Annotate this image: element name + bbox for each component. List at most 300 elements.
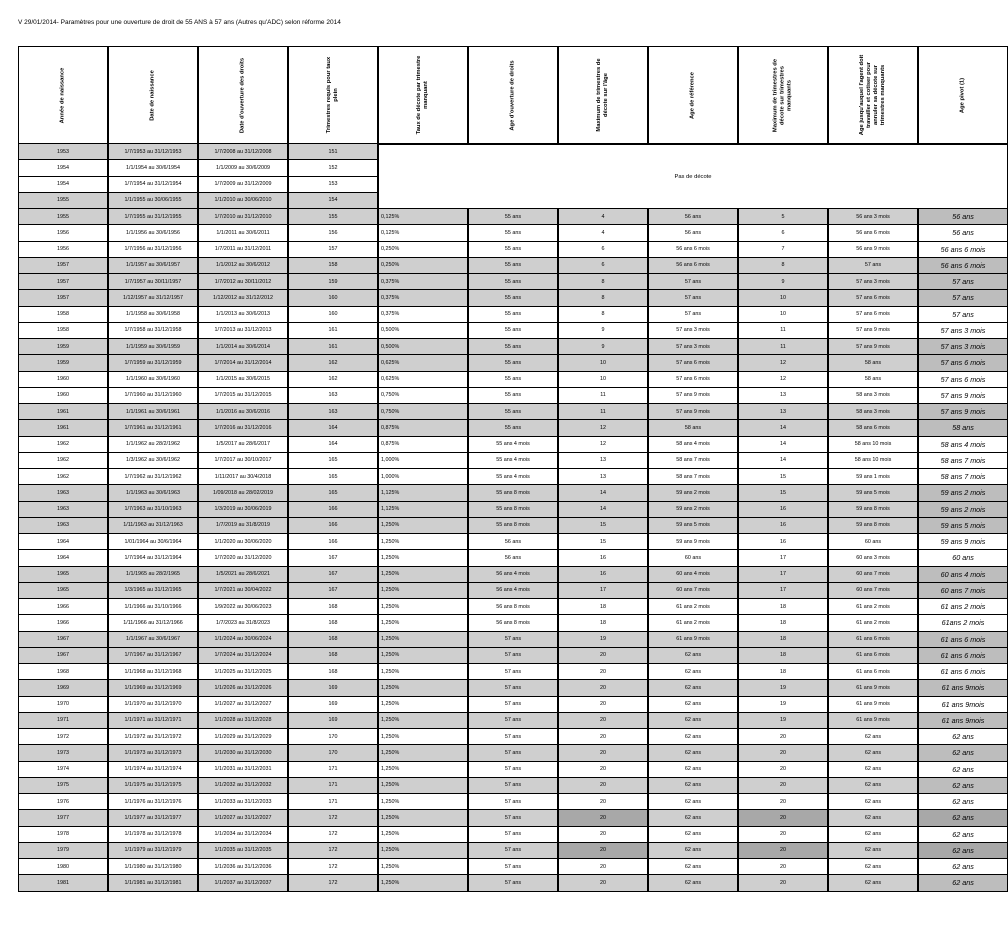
max-decote-quarters-cell: 20 [738,827,828,843]
max-decote-age-cell: 15 [558,518,648,534]
no-decote-cell: Pas de décote [378,144,1008,209]
opening-date-cell: 1/1/2028 au 31/12/2028 [198,713,288,729]
header-pivot-age: Age pivot (1) [918,46,1008,144]
opening-date-cell: 1/5/2021 au 28/6/2021 [198,567,288,583]
decote-rate-cell: 1,250% [378,567,468,583]
birth-year-cell: 1973 [18,745,108,761]
max-decote-age-cell: 20 [558,859,648,875]
decote-rate-cell: 0,625% [378,372,468,388]
pivot-age-cell: 58 ans [918,420,1008,436]
age-cancel-decote-cell: 61 ans 9 mois [828,697,918,713]
pivot-age-cell: 62 ans [918,794,1008,810]
reference-age-cell: 62 ans [648,713,738,729]
decote-rate-cell: 1,250% [378,550,468,566]
opening-date-cell: 1/1/2033 au 31/12/2033 [198,794,288,810]
table-row [18,307,1008,323]
reference-age-cell: 62 ans [648,778,738,794]
birth-date-cell: 1/1/1981 au 31/12/1981 [108,875,198,891]
table-row [18,745,1008,761]
pivot-age-cell: 60 ans 7 mois [918,583,1008,599]
decote-rate-cell: 0,500% [378,323,468,339]
max-decote-age-cell: 8 [558,307,648,323]
pivot-age-cell: 62 ans [918,729,1008,745]
pivot-age-cell: 62 ans [918,875,1008,891]
reference-age-cell: 62 ans [648,843,738,859]
max-decote-age-cell: 4 [558,225,648,241]
table-row [18,209,1008,225]
birth-date-cell: 1/3/1962 au 30/6/1962 [108,453,198,469]
pivot-age-cell: 61 ans 6 mois [918,648,1008,664]
pivot-age-cell: 61 ans 2 mois [918,599,1008,615]
pivot-age-cell: 58 ans 4 mois [918,437,1008,453]
max-decote-age-cell: 20 [558,729,648,745]
reference-age-cell: 59 ans 2 mois [648,485,738,501]
age-cancel-decote-cell: 59 ans 1 mois [828,469,918,485]
age-cancel-decote-cell: 58 ans 10 mois [828,453,918,469]
decote-rate-cell: 1,250% [378,729,468,745]
birth-year-cell: 1981 [18,875,108,891]
reference-age-cell: 62 ans [648,859,738,875]
table-row [18,437,1008,453]
birth-date-cell: 1/1/1959 au 30/6/1959 [108,339,198,355]
pivot-age-cell: 57 ans 6 mois [918,372,1008,388]
birth-year-cell: 1960 [18,388,108,404]
max-decote-age-cell: 20 [558,713,648,729]
age-cancel-decote-cell: 57 ans 6 mois [828,290,918,306]
decote-rate-cell: 0,250% [378,258,468,274]
max-decote-age-cell: 20 [558,680,648,696]
decote-rate-cell: 1,250% [378,534,468,550]
age-cancel-decote-cell: 62 ans [828,778,918,794]
age-cancel-decote-cell: 56 ans 6 mois [828,225,918,241]
age-cancel-decote-cell: 61 ans 6 mois [828,632,918,648]
header-age-cancel-decote: Age jusqu'auquel l'agent doit travailler et cotiser pour annuler sa décote sur trimestres manquants [828,46,918,144]
required-quarters-cell: 166 [288,518,378,534]
opening-date-cell: 1/3/2019 au 30/06/2019 [198,502,288,518]
opening-date-cell: 1/7/2016 au 31/12/2016 [198,420,288,436]
decote-rate-cell: 1,250% [378,615,468,631]
table-row [18,258,1008,274]
header-opening-age: Age d'ouverture de droits [468,46,558,144]
opening-age-cell: 55 ans [468,339,558,355]
max-decote-quarters-cell: 17 [738,583,828,599]
birth-date-cell: 1/7/1963 au 31/10/1963 [108,502,198,518]
reference-age-cell: 58 ans 7 mois [648,469,738,485]
birth-date-cell: 1/1/1955 au 30/06/1955 [108,193,198,209]
pivot-age-cell: 59 ans 5 mois [918,518,1008,534]
table-row [18,388,1008,404]
age-cancel-decote-cell: 60 ans [828,534,918,550]
max-decote-quarters-cell: 18 [738,648,828,664]
pivot-age-cell: 57 ans 3 mois [918,339,1008,355]
pivot-age-cell: 60 ans [918,550,1008,566]
age-cancel-decote-cell: 61 ans 2 mois [828,615,918,631]
max-decote-age-cell: 12 [558,437,648,453]
opening-age-cell: 55 ans [468,209,558,225]
birth-year-cell: 1955 [18,209,108,225]
opening-age-cell: 55 ans 4 mois [468,437,558,453]
decote-rate-cell: 0,250% [378,242,468,258]
required-quarters-cell: 171 [288,794,378,810]
opening-age-cell: 57 ans [468,810,558,826]
max-decote-age-cell: 11 [558,388,648,404]
opening-date-cell: 1/7/2017 au 30/10/2017 [198,453,288,469]
decote-rate-cell: 1,000% [378,453,468,469]
opening-date-cell: 1/1/2011 au 30/6/2011 [198,225,288,241]
max-decote-quarters-cell: 13 [738,404,828,420]
reference-age-cell: 57 ans [648,274,738,290]
age-cancel-decote-cell: 60 ans 7 mois [828,583,918,599]
birth-year-cell: 1959 [18,355,108,371]
birth-date-cell: 1/7/1961 au 31/12/1961 [108,420,198,436]
max-decote-age-cell: 16 [558,567,648,583]
opening-age-cell: 57 ans [468,680,558,696]
opening-date-cell: 1/7/2021 au 30/04/2022 [198,583,288,599]
birth-date-cell: 1/7/1964 au 31/12/1964 [108,550,198,566]
required-quarters-cell: 167 [288,567,378,583]
reference-age-cell: 58 ans 7 mois [648,453,738,469]
birth-year-cell: 1976 [18,794,108,810]
reference-age-cell: 56 ans 6 mois [648,242,738,258]
max-decote-quarters-cell: 20 [738,778,828,794]
reference-age-cell: 60 ans 7 mois [648,583,738,599]
birth-year-cell: 1968 [18,664,108,680]
required-quarters-cell: 157 [288,242,378,258]
birth-date-cell: 1/1/1966 au 31/10/1966 [108,599,198,615]
max-decote-quarters-cell: 10 [738,290,828,306]
birth-date-cell: 1/1/1973 au 31/12/1973 [108,745,198,761]
birth-year-cell: 1953 [18,144,108,160]
age-cancel-decote-cell: 61 ans 9 mois [828,713,918,729]
opening-age-cell: 56 ans 4 mois [468,567,558,583]
table-row [18,469,1008,485]
max-decote-age-cell: 20 [558,875,648,891]
opening-age-cell: 56 ans 8 mois [468,599,558,615]
birth-date-cell: 1/1/1969 au 31/12/1969 [108,680,198,696]
max-decote-quarters-cell: 9 [738,274,828,290]
birth-year-cell: 1977 [18,810,108,826]
required-quarters-cell: 156 [288,225,378,241]
max-decote-age-cell: 10 [558,372,648,388]
opening-age-cell: 57 ans [468,827,558,843]
required-quarters-cell: 168 [288,648,378,664]
age-cancel-decote-cell: 59 ans 8 mois [828,502,918,518]
max-decote-age-cell: 9 [558,323,648,339]
reference-age-cell: 60 ans [648,550,738,566]
opening-age-cell: 55 ans 8 mois [468,518,558,534]
birth-year-cell: 1963 [18,518,108,534]
required-quarters-cell: 161 [288,339,378,355]
required-quarters-cell: 158 [288,258,378,274]
table-row [18,632,1008,648]
birth-year-cell: 1959 [18,339,108,355]
pivot-age-cell: 56 ans [918,209,1008,225]
birth-date-cell: 1/7/1959 au 31/12/1959 [108,355,198,371]
opening-date-cell: 1/1/2014 au 30/6/2014 [198,339,288,355]
birth-date-cell: 1/7/1962 au 31/12/1962 [108,469,198,485]
pivot-age-cell: 61 ans 9mois [918,680,1008,696]
header-birth-date: Date de naissance [108,46,198,144]
max-decote-quarters-cell: 12 [738,355,828,371]
max-decote-age-cell: 10 [558,355,648,371]
opening-age-cell: 56 ans 4 mois [468,583,558,599]
reference-age-cell: 57 ans [648,307,738,323]
max-decote-age-cell: 20 [558,843,648,859]
decote-rate-cell: 1,250% [378,843,468,859]
opening-age-cell: 57 ans [468,713,558,729]
max-decote-quarters-cell: 18 [738,615,828,631]
max-decote-age-cell: 18 [558,599,648,615]
table-row [18,339,1008,355]
max-decote-age-cell: 20 [558,827,648,843]
opening-date-cell: 1/7/2013 au 31/12/2013 [198,323,288,339]
opening-age-cell: 57 ans [468,745,558,761]
opening-age-cell: 57 ans [468,859,558,875]
birth-year-cell: 1961 [18,404,108,420]
birth-year-cell: 1972 [18,729,108,745]
max-decote-age-cell: 19 [558,632,648,648]
opening-date-cell: 1/1/2027 au 31/12/2027 [198,810,288,826]
pivot-age-cell: 56 ans 6 mois [918,242,1008,258]
pivot-age-cell: 57 ans 3 mois [918,323,1008,339]
decote-rate-cell: 1,250% [378,680,468,696]
birth-date-cell: 1/3/1965 au 31/12/1965 [108,583,198,599]
birth-year-cell: 1971 [18,713,108,729]
pivot-age-cell: 62 ans [918,762,1008,778]
header-reference-age: Age de référence [648,46,738,144]
birth-date-cell: 1/1/1967 au 30/6/1967 [108,632,198,648]
birth-date-cell: 1/7/1960 au 31/12/1960 [108,388,198,404]
pivot-age-cell: 61 ans 6 mois [918,664,1008,680]
table-row [18,664,1008,680]
age-cancel-decote-cell: 62 ans [828,843,918,859]
reference-age-cell: 58 ans 4 mois [648,437,738,453]
reference-age-cell: 62 ans [648,697,738,713]
required-quarters-cell: 168 [288,599,378,615]
age-cancel-decote-cell: 62 ans [828,810,918,826]
birth-year-cell: 1966 [18,599,108,615]
birth-date-cell: 1/7/1955 au 31/12/1955 [108,209,198,225]
max-decote-quarters-cell: 13 [738,388,828,404]
pivot-age-cell: 60 ans 4 mois [918,567,1008,583]
birth-year-cell: 1978 [18,827,108,843]
max-decote-quarters-cell: 11 [738,339,828,355]
opening-age-cell: 57 ans [468,729,558,745]
header-decote-rate: Taux de décote par trimestre manquant [378,46,468,144]
birth-year-cell: 1967 [18,648,108,664]
max-decote-quarters-cell: 5 [738,209,828,225]
birth-date-cell: 1/1/1962 au 28/2/1962 [108,437,198,453]
header-max-decote-age: Maximum de trimestres de décote sur l'âge [558,46,648,144]
max-decote-quarters-cell: 15 [738,469,828,485]
max-decote-quarters-cell: 20 [738,859,828,875]
pivot-age-cell: 59 ans 9 mois [918,534,1008,550]
decote-rate-cell: 1,250% [378,648,468,664]
pivot-age-cell: 62 ans [918,778,1008,794]
table-row [18,550,1008,566]
age-cancel-decote-cell: 58 ans 6 mois [828,420,918,436]
opening-age-cell: 55 ans [468,242,558,258]
opening-date-cell: 1/9/2022 au 30/06/2023 [198,599,288,615]
birth-date-cell: 1/1/1961 au 30/6/1961 [108,404,198,420]
max-decote-age-cell: 8 [558,274,648,290]
table-row [18,242,1008,258]
birth-year-cell: 1956 [18,242,108,258]
required-quarters-cell: 165 [288,453,378,469]
birth-date-cell: 1/1/1977 au 31/12/1977 [108,810,198,826]
required-quarters-cell: 167 [288,550,378,566]
birth-date-cell: 1/1/1958 au 30/6/1958 [108,307,198,323]
required-quarters-cell: 162 [288,372,378,388]
opening-age-cell: 55 ans [468,404,558,420]
pivot-age-cell: 59 ans 2 mois [918,502,1008,518]
birth-date-cell: 1/7/1958 au 31/12/1958 [108,323,198,339]
age-cancel-decote-cell: 61 ans 9 mois [828,680,918,696]
birth-year-cell: 1966 [18,615,108,631]
age-cancel-decote-cell: 57 ans 9 mois [828,339,918,355]
required-quarters-cell: 160 [288,290,378,306]
max-decote-age-cell: 12 [558,420,648,436]
opening-date-cell: 1/7/2015 au 31/12/2015 [198,388,288,404]
max-decote-quarters-cell: 16 [738,518,828,534]
decote-rate-cell: 1,125% [378,502,468,518]
age-cancel-decote-cell: 62 ans [828,745,918,761]
pivot-age-cell: 61 ans 9mois [918,697,1008,713]
birth-year-cell: 1957 [18,290,108,306]
max-decote-age-cell: 8 [558,290,648,306]
reference-age-cell: 61 ans 2 mois [648,615,738,631]
birth-year-cell: 1974 [18,762,108,778]
opening-date-cell: 1/7/2019 au 31/8/2019 [198,518,288,534]
table-row [18,502,1008,518]
required-quarters-cell: 154 [288,193,378,209]
birth-year-cell: 1962 [18,453,108,469]
opening-age-cell: 57 ans [468,648,558,664]
reference-age-cell: 60 ans 4 mois [648,567,738,583]
birth-date-cell: 1/1/1956 au 30/6/1956 [108,225,198,241]
age-cancel-decote-cell: 57 ans 6 mois [828,307,918,323]
pivot-age-cell: 59 ans 2 mois [918,485,1008,501]
age-cancel-decote-cell: 61 ans 6 mois [828,648,918,664]
max-decote-quarters-cell: 17 [738,567,828,583]
decote-rate-cell: 1,250% [378,745,468,761]
birth-date-cell: 1/1/1965 au 28/2/1965 [108,567,198,583]
opening-date-cell: 1/1/2026 au 31/12/2026 [198,680,288,696]
birth-date-cell: 1/1/1979 au 31/12/1979 [108,843,198,859]
decote-rate-cell: 0,500% [378,339,468,355]
age-cancel-decote-cell: 57 ans 3 mois [828,274,918,290]
document-title: V 29/01/2014- Paramètres pour une ouverture de droit de 55 ANS à 57 ans (Autres qu'ADC) selon réforme 2014 [18,19,341,26]
opening-date-cell: 1/7/2010 au 31/12/2010 [198,209,288,225]
birth-year-cell: 1969 [18,680,108,696]
decote-rate-cell: 0,875% [378,437,468,453]
max-decote-quarters-cell: 18 [738,599,828,615]
opening-age-cell: 55 ans [468,420,558,436]
decote-rate-cell: 1,250% [378,810,468,826]
required-quarters-cell: 172 [288,859,378,875]
birth-date-cell: 1/7/1953 au 31/12/1953 [108,144,198,160]
max-decote-quarters-cell: 19 [738,713,828,729]
birth-date-cell: 1/1/1972 au 31/12/1972 [108,729,198,745]
opening-age-cell: 55 ans 8 mois [468,485,558,501]
age-cancel-decote-cell: 56 ans 9 mois [828,242,918,258]
max-decote-quarters-cell: 20 [738,745,828,761]
header-required-quarters: Trimestres requis pour taux plein [288,46,378,144]
birth-year-cell: 1963 [18,485,108,501]
max-decote-age-cell: 17 [558,583,648,599]
birth-date-cell: 1/1/1975 au 31/12/1975 [108,778,198,794]
reference-age-cell: 62 ans [648,875,738,891]
opening-date-cell: 1/1/2020 au 30/06/2020 [198,534,288,550]
age-cancel-decote-cell: 62 ans [828,729,918,745]
required-quarters-cell: 153 [288,177,378,193]
max-decote-quarters-cell: 16 [738,534,828,550]
decote-rate-cell: 1,250% [378,583,468,599]
reference-age-cell: 62 ans [648,762,738,778]
max-decote-quarters-cell: 10 [738,307,828,323]
reference-age-cell: 58 ans [648,420,738,436]
decote-rate-cell: 1,250% [378,794,468,810]
decote-rate-cell: 0,375% [378,290,468,306]
opening-date-cell: 1/5/2017 au 28/6/2017 [198,437,288,453]
table-row [18,404,1008,420]
birth-date-cell: 1/7/1967 au 31/12/1967 [108,648,198,664]
opening-age-cell: 57 ans [468,632,558,648]
pivot-age-cell: 56 ans [918,225,1008,241]
reference-age-cell: 61 ans 9 mois [648,632,738,648]
max-decote-age-cell: 15 [558,534,648,550]
required-quarters-cell: 163 [288,404,378,420]
birth-date-cell: 1/1/1974 au 31/12/1974 [108,762,198,778]
opening-age-cell: 57 ans [468,778,558,794]
max-decote-age-cell: 20 [558,794,648,810]
reference-age-cell: 62 ans [648,794,738,810]
opening-date-cell: 1/1/2013 au 30/6/2013 [198,307,288,323]
reference-age-cell: 57 ans 6 mois [648,355,738,371]
birth-year-cell: 1956 [18,225,108,241]
pivot-age-cell: 58 ans 7 mois [918,453,1008,469]
opening-age-cell: 56 ans [468,534,558,550]
birth-year-cell: 1957 [18,274,108,290]
table-row [18,225,1008,241]
birth-date-cell: 1/1/1968 au 31/12/1968 [108,664,198,680]
birth-year-cell: 1962 [18,469,108,485]
opening-date-cell: 1/1/2032 au 31/12/2032 [198,778,288,794]
table-row [18,274,1008,290]
table-row [18,518,1008,534]
birth-year-cell: 1955 [18,193,108,209]
required-quarters-cell: 152 [288,160,378,176]
required-quarters-cell: 165 [288,485,378,501]
pivot-age-cell: 56 ans 6 mois [918,258,1008,274]
birth-date-cell: 1/7/1954 au 31/12/1954 [108,177,198,193]
required-quarters-cell: 170 [288,745,378,761]
age-cancel-decote-cell: 59 ans 5 mois [828,485,918,501]
reference-age-cell: 62 ans [648,680,738,696]
age-cancel-decote-cell: 61 ans 2 mois [828,599,918,615]
decote-rate-cell: 0,125% [378,225,468,241]
max-decote-age-cell: 4 [558,209,648,225]
table-row [18,843,1008,859]
table-row [18,794,1008,810]
table-row [18,697,1008,713]
age-cancel-decote-cell: 57 ans 9 mois [828,323,918,339]
opening-date-cell: 1/7/2008 au 31/12/2008 [198,144,288,160]
required-quarters-cell: 172 [288,843,378,859]
birth-year-cell: 1958 [18,307,108,323]
max-decote-quarters-cell: 20 [738,794,828,810]
max-decote-age-cell: 6 [558,258,648,274]
